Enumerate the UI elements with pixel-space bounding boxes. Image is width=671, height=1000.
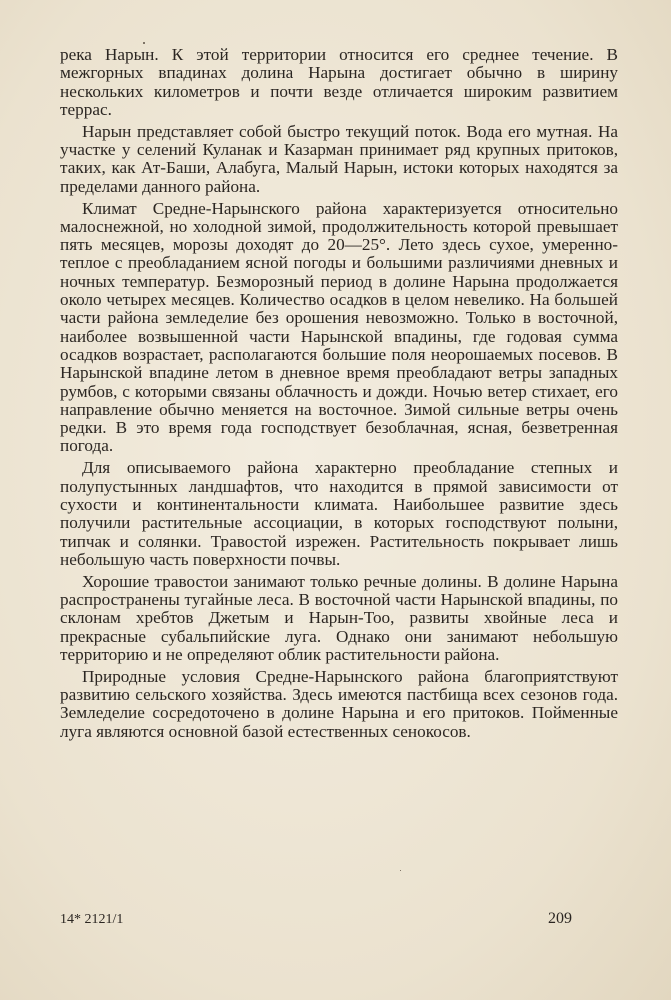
paragraph-1: река Нарын. К этой территории относится его среднее течение. В межгорных впадинах долина Нарына достигает обычно в ширину нескольких километров и почти везде отличается широким развитием террас.	[60, 45, 618, 119]
print-speck	[400, 870, 401, 871]
paragraph-2: Нарын представляет собой быстро текущий поток. Вода его мутная. На участке у селений Куланак и Казарман принимает ряд крупных притоков, таких, как Ат-Баши, Алабуга, Малый Нарын, истоки которых находятся за пределами данного района.	[60, 121, 618, 196]
body-text	[60, 46, 618, 745]
print-speck	[143, 42, 145, 44]
paragraph-3: Климат Средне-Нарынского района характеризуется относительно малоснежной, но холодной зимой, продолжительность которой превышает пять месяцев, морозы доходят до 20—25°. Лето здесь сухое, умеренно-теплое с преобладанием ясной погоды и большими различиями дневных и ночных температур. Безморозный период в долине Нарына продолжается около четырех месяцев. Количество осадков в целом невелико. На большей части района земледелие без орошения невозможно. Только в восточной, наиболее возвышенной части Нарынской впадины, где годовая сумма осадков возрастает, располагаются большие поля неорошаемых посевов. В Нарынской впадине летом в дневное время преобладают ветры западных румбов, с которыми связаны облачность и дожди. Ночью ветер стихает, его направление обычно меняется на восточное. Зимой сильные ветры очень редки. В это время года господствует безоблачная, ясная, безветренная погода.	[60, 198, 618, 456]
paragraph-4: Для описываемого района характерно преобладание степных и полупустынных ландшафтов, что находится в прямой зависимости от сухости и континентальности климата. Наибольшее развитие здесь получили растительные ассоциации, в которых господствуют полыни, типчак и солянки. Травостой изрежен. Растительность покрывает лишь небольшую часть поверхности почвы.	[60, 458, 618, 569]
page-number: 209	[548, 910, 572, 927]
paragraph-6: Природные условия Средне-Нарынского района благоприятствуют развитию сельского хозяйства. Здесь имеются пастбища всех сезонов года. Земледелие сосредоточено в долине Нарына и его притоков. Пойменные луга являются основной базой естественных сенокосов.	[60, 666, 618, 741]
paragraph-5: Хорошие травостои занимают только речные долины. В долине Нарына распространены тугайные леса. В восточной части Нарынской впадины, по склонам хребтов Джетым и Нарын-Тоо, развиты хвойные леса и прекрасные субальпийские луга. Однако они занимают небольшую территорию и не определяют облик растительности района.	[60, 571, 618, 664]
printer-signature: 14* 2121/1	[60, 912, 124, 927]
